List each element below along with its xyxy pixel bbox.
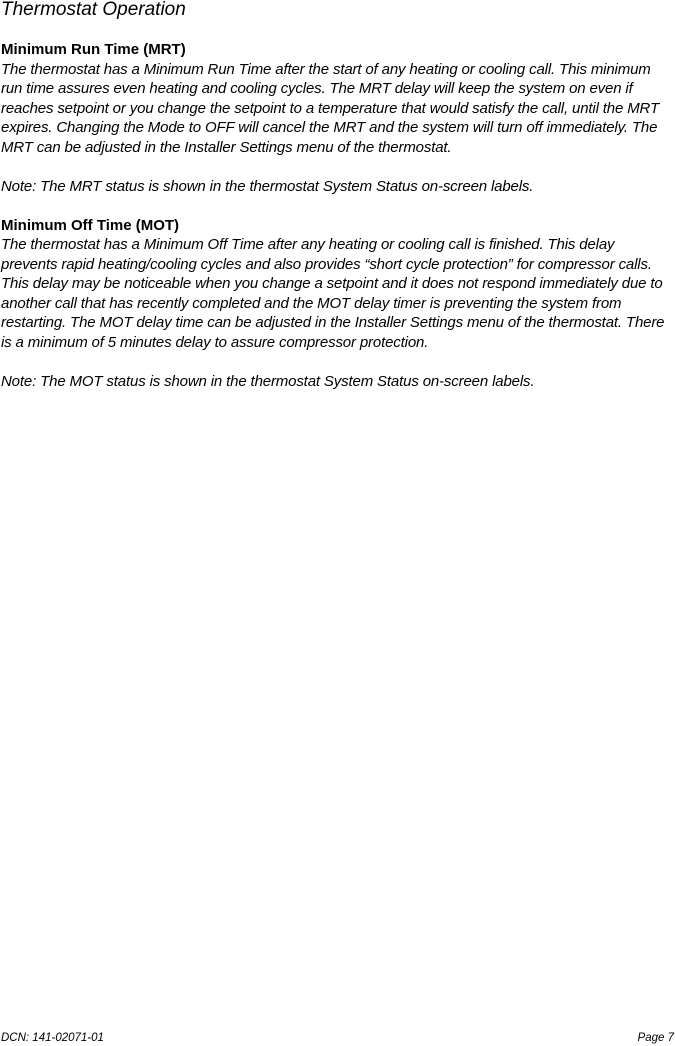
section-heading-mrt: Minimum Run Time (MRT) — [1, 41, 186, 58]
footer-dcn: DCN: 141-02071-01 — [1, 1032, 104, 1044]
section-body-mrt: The thermostat has a Minimum Run Time after the start of any heating or cooling call. This minimum run time assures even heating and cooling cycles. The MRT delay will keep the system on even if reaches setpoint or you change the setpoint to a temperature that would satisfy the call, until the MRT expires. Changing the Mode to OFF will cancel the MRT and the system will turn off immediately. The MRT can be adjusted in the Installer Settings menu of the thermostat. — [1, 60, 659, 156]
section-note-mot: Note: The MOT status is shown in the thermostat System Status on-screen labels. — [1, 372, 535, 390]
document-content — [1, 40, 673, 391]
section-note-mrt: Note: The MRT status is shown in the thermostat System Status on-screen labels. — [1, 177, 534, 195]
section-heading-mot: Minimum Off Time (MOT) — [1, 216, 180, 234]
section-body-mot: The thermostat has a Minimum Off Time after any heating or cooling call is finished. This delay prevents rapid heating/cooling cycles and also provides “short cycle protection” for compressor calls. This delay may be noticeable when you change a setpoint and it does not respond immediately due to another call that has recently completed and the MOT delay timer is preventing the system from restarting. The MOT delay time can be adjusted in the Installer Settings menu of the thermostat. There is a minimum of 5 minutes delay to assure compressor protection. — [1, 236, 665, 351]
footer-page-number: Page 7 — [637, 1032, 674, 1044]
section-minimum-off-time — [1, 216, 673, 392]
page-title: Thermostat Operation — [1, 0, 186, 20]
section-minimum-run-time — [1, 40, 673, 196]
